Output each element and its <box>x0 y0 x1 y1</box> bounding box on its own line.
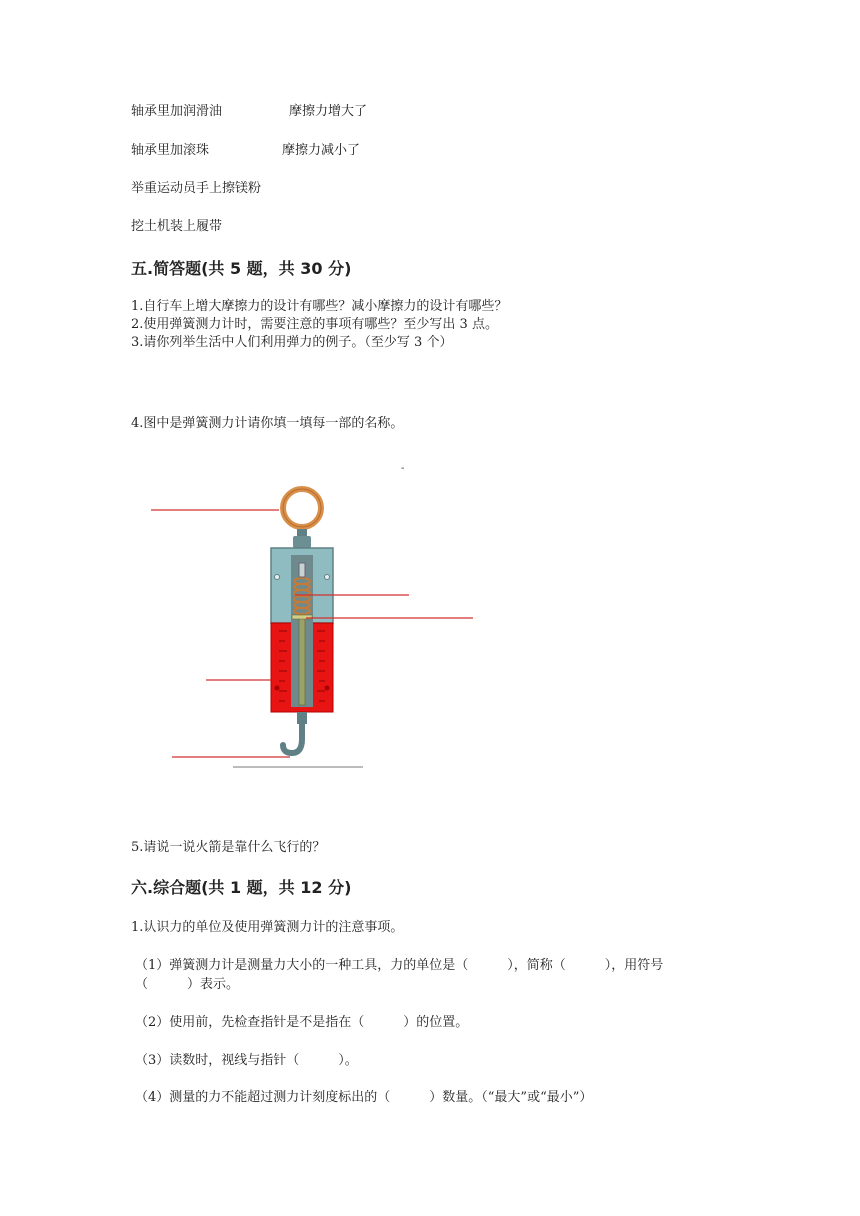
hook <box>283 724 302 753</box>
match-left-item: 轴承里加滚珠 <box>131 143 210 158</box>
match-right-item: 摩擦力增大了 <box>289 104 368 119</box>
sub-question-text: （2）使用前，先检查指针是不是指在（ ）的位置。 <box>135 1015 469 1030</box>
spring <box>294 578 310 614</box>
section-title: 六.综合题(共 1 题，共 12 分) <box>131 878 352 897</box>
question-text: 4.图中是弹簧测力计请你填一填每一部的名称。 <box>131 416 404 431</box>
section-title: 五.简答题(共 5 题，共 30 分) <box>131 259 352 278</box>
spring-scale-figure <box>140 455 480 780</box>
stray-mark: - <box>401 463 405 474</box>
match-left-item: 举重运动员手上擦镁粉 <box>131 181 262 196</box>
match-right-item: 摩擦力减小了 <box>282 143 361 158</box>
sub-question-text: （1）弹簧测力计是测量力大小的一种工具，力的单位是（ ），简称（ ），用符号 <box>135 958 664 973</box>
question-text: 3.请你列举生活中人们利用弹力的例子。（至少写 3 个） <box>131 335 453 350</box>
question-text: 2.使用弹簧测力计时，需要注意的事项有哪些？至少写出 3 点。 <box>131 317 498 332</box>
sub-question-text: （3）读数时，视线与指针（ ）。 <box>135 1053 358 1068</box>
match-left-item: 挖土机装上履带 <box>131 219 223 234</box>
sub-question-text: （ ）表示。 <box>135 977 240 992</box>
question-text: 1.自行车上增大摩擦力的设计有哪些？减小摩擦力的设计有哪些？ <box>131 299 508 314</box>
sub-question-text: （4）测量的力不能超过测力计刻度标出的（ ）数量。（“最大”或“最小”） <box>135 1090 593 1105</box>
question-text: 5.请说一说火箭是靠什么飞行的？ <box>131 840 326 855</box>
match-left-item: 轴承里加润滑油 <box>131 104 223 119</box>
pointer-rod <box>299 615 305 705</box>
question-text: 1.认识力的单位及使用弹簧测力计的注意事项。 <box>131 920 404 935</box>
